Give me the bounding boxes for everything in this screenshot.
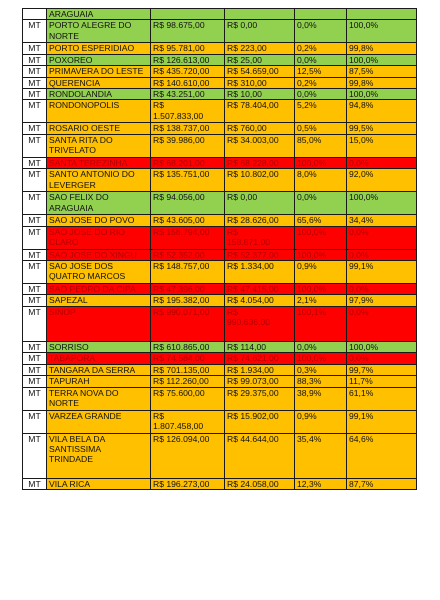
table-row — [23, 364, 417, 375]
municipality-cell: SANTA RITA DO TRIVELATO — [47, 134, 151, 157]
municipality-cell: VILA BELA DA SANTISSIMA TRINDADE — [47, 433, 151, 478]
municipality-cell: SANTO ANTONIO DO LEVERGER — [47, 169, 151, 192]
table-row — [23, 192, 417, 215]
percent-balance-cell: 100,0% — [347, 20, 417, 43]
percent-balance-cell: 0,0% — [347, 353, 417, 364]
amount-cell: R$ 68.201,00 — [151, 157, 225, 168]
state-cell: MT — [23, 169, 47, 192]
state-cell: MT — [23, 284, 47, 295]
municipality-cell: ARAGUAIA — [47, 9, 151, 20]
spent-cell: R$ 1.334,00 — [225, 261, 295, 284]
table-row — [23, 54, 417, 65]
table-row — [23, 66, 417, 77]
municipality-cell: SAO JOSE DOS QUATRO MARCOS — [47, 261, 151, 284]
amount-cell: R$ 148.757,00 — [151, 261, 225, 284]
spent-cell: R$ 78.404,00 — [225, 100, 295, 123]
amount-cell: R$ 43.605,00 — [151, 215, 225, 226]
municipality-cell: VARZEA GRANDE — [47, 410, 151, 433]
state-cell: MT — [23, 376, 47, 387]
percent-spent-cell: 0,0% — [295, 89, 347, 100]
table-row — [23, 89, 417, 100]
amount-cell: R$ 112.260,00 — [151, 376, 225, 387]
percent-spent-cell: 5,2% — [295, 100, 347, 123]
spent-cell: R$ 28.626,00 — [225, 215, 295, 226]
table-row — [23, 249, 417, 260]
table-row — [23, 306, 417, 341]
percent-balance-cell: 64,6% — [347, 433, 417, 478]
percent-balance-cell: 87,5% — [347, 66, 417, 77]
percent-balance-cell: 94,8% — [347, 100, 417, 123]
spent-cell: R$ 24.058,00 — [225, 478, 295, 489]
percent-balance-cell: 0,0% — [347, 226, 417, 249]
amount-cell: R$ 195.382,00 — [151, 295, 225, 306]
state-cell: MT — [23, 20, 47, 43]
table-row — [23, 77, 417, 88]
percent-spent-cell: 0,0% — [295, 192, 347, 215]
municipality-cell: SAPEZAL — [47, 295, 151, 306]
municipality-table — [22, 8, 417, 490]
state-cell: MT — [23, 66, 47, 77]
table-row — [23, 284, 417, 295]
table-row — [23, 295, 417, 306]
amount-cell — [151, 9, 225, 20]
state-cell: MT — [23, 77, 47, 88]
spent-cell: R$ 25,00 — [225, 54, 295, 65]
percent-balance-cell: 15,0% — [347, 134, 417, 157]
state-cell: MT — [23, 433, 47, 478]
percent-balance-cell: 87,7% — [347, 478, 417, 489]
percent-balance-cell: 100,0% — [347, 54, 417, 65]
state-cell — [23, 9, 47, 20]
spent-cell: R$ 990.636,00 — [225, 306, 295, 341]
percent-spent-cell: 0,2% — [295, 43, 347, 54]
amount-cell: R$ 435.720,00 — [151, 66, 225, 77]
municipality-cell: SAO FELIX DO ARAGUAIA — [47, 192, 151, 215]
spent-cell: R$ 54.659,00 — [225, 66, 295, 77]
table-body — [23, 9, 417, 490]
amount-cell: R$ 135.751,00 — [151, 169, 225, 192]
amount-cell: R$ 52.352,00 — [151, 249, 225, 260]
municipality-cell: SAO PEDRO DA CIPA — [47, 284, 151, 295]
amount-cell: R$ 43.251,00 — [151, 89, 225, 100]
spent-cell: R$ 47.415,00 — [225, 284, 295, 295]
percent-spent-cell: 0,9% — [295, 410, 347, 433]
percent-balance-cell: 100,0% — [347, 192, 417, 215]
percent-spent-cell: 65,6% — [295, 215, 347, 226]
amount-cell: R$ 94.056,00 — [151, 192, 225, 215]
percent-spent-cell: 100,0% — [295, 226, 347, 249]
table-row — [23, 123, 417, 134]
amount-cell: R$ 990.071,00 — [151, 306, 225, 341]
table-row — [23, 433, 417, 478]
percent-spent-cell: 100,0% — [295, 157, 347, 168]
percent-balance-cell: 99,1% — [347, 261, 417, 284]
spent-cell: R$ 34.003,00 — [225, 134, 295, 157]
percent-balance-cell: 99,1% — [347, 410, 417, 433]
municipality-cell: QUERENCIA — [47, 77, 151, 88]
percent-spent-cell: 0,0% — [295, 20, 347, 43]
amount-cell: R$ 95.781,00 — [151, 43, 225, 54]
spent-cell: R$ 52.377,00 — [225, 249, 295, 260]
spent-cell: R$ 760,00 — [225, 123, 295, 134]
amount-cell: R$ 126.094,00 — [151, 433, 225, 478]
table-row — [23, 478, 417, 489]
table-row — [23, 20, 417, 43]
percent-balance-cell — [347, 9, 417, 20]
amount-cell: R$ 126.613,00 — [151, 54, 225, 65]
amount-cell: R$ 39.986,00 — [151, 134, 225, 157]
table-row — [23, 169, 417, 192]
percent-balance-cell: 61,1% — [347, 387, 417, 410]
spent-cell: R$ 223,00 — [225, 43, 295, 54]
percent-balance-cell: 0,0% — [347, 157, 417, 168]
amount-cell: R$ 701.135,00 — [151, 364, 225, 375]
percent-balance-cell: 0,0% — [347, 306, 417, 341]
table-row — [23, 9, 417, 20]
state-cell: MT — [23, 157, 47, 168]
percent-balance-cell: 92,0% — [347, 169, 417, 192]
percent-balance-cell: 0,0% — [347, 249, 417, 260]
percent-balance-cell: 97,9% — [347, 295, 417, 306]
percent-balance-cell: 99,7% — [347, 364, 417, 375]
percent-spent-cell: 12,5% — [295, 66, 347, 77]
municipality-cell: SAO JOSE DO POVO — [47, 215, 151, 226]
state-cell: MT — [23, 261, 47, 284]
percent-spent-cell: 85,0% — [295, 134, 347, 157]
percent-spent-cell: 100,0% — [295, 353, 347, 364]
percent-spent-cell: 100,1% — [295, 306, 347, 341]
table-row — [23, 226, 417, 249]
percent-spent-cell: 88,3% — [295, 376, 347, 387]
municipality-cell: SANTA TEREZINHA — [47, 157, 151, 168]
percent-balance-cell: 99,8% — [347, 43, 417, 54]
percent-spent-cell: 35,4% — [295, 433, 347, 478]
spent-cell: R$ 114,00 — [225, 341, 295, 352]
spent-cell: R$ 4.054,00 — [225, 295, 295, 306]
table-row — [23, 134, 417, 157]
spent-cell: R$ 29.375,00 — [225, 387, 295, 410]
percent-balance-cell: 100,0% — [347, 89, 417, 100]
municipality-cell: PORTO ESPERIDIAO — [47, 43, 151, 54]
state-cell: MT — [23, 43, 47, 54]
table-row — [23, 376, 417, 387]
amount-cell: R$ 74.584,00 — [151, 353, 225, 364]
percent-spent-cell: 0,5% — [295, 123, 347, 134]
percent-spent-cell: 0,9% — [295, 261, 347, 284]
amount-cell: R$ 138.737,00 — [151, 123, 225, 134]
percent-spent-cell: 2,1% — [295, 295, 347, 306]
municipality-cell: SAO JOSE DO XINGU — [47, 249, 151, 260]
table-row — [23, 387, 417, 410]
municipality-cell: TAPURAH — [47, 376, 151, 387]
amount-cell: R$ 610.865,00 — [151, 341, 225, 352]
municipality-cell: ROSARIO OESTE — [47, 123, 151, 134]
municipality-cell: SORRISO — [47, 341, 151, 352]
amount-cell: R$ 158.794,00 — [151, 226, 225, 249]
amount-cell: R$ 1.807.458,00 — [151, 410, 225, 433]
spent-cell: R$ 68.228,00 — [225, 157, 295, 168]
state-cell: MT — [23, 364, 47, 375]
spent-cell: R$ 1.934,00 — [225, 364, 295, 375]
percent-spent-cell: 0,3% — [295, 364, 347, 375]
state-cell: MT — [23, 387, 47, 410]
percent-spent-cell: 100,0% — [295, 249, 347, 260]
spent-cell: R$ 10,00 — [225, 89, 295, 100]
spent-cell — [225, 9, 295, 20]
table-row — [23, 215, 417, 226]
percent-spent-cell — [295, 9, 347, 20]
state-cell: MT — [23, 123, 47, 134]
state-cell: MT — [23, 306, 47, 341]
municipality-cell: SAO JOSE DO RIO CLARO — [47, 226, 151, 249]
state-cell: MT — [23, 89, 47, 100]
amount-cell: R$ 140.610,00 — [151, 77, 225, 88]
percent-spent-cell: 38,9% — [295, 387, 347, 410]
municipality-cell: RONDOLANDIA — [47, 89, 151, 100]
percent-balance-cell: 99,5% — [347, 123, 417, 134]
amount-cell: R$ 1.507.833,00 — [151, 100, 225, 123]
state-cell: MT — [23, 478, 47, 489]
spent-cell: R$ 74.621,00 — [225, 353, 295, 364]
state-cell: MT — [23, 249, 47, 260]
amount-cell: R$ 75.600,00 — [151, 387, 225, 410]
percent-balance-cell: 34,4% — [347, 215, 417, 226]
percent-spent-cell: 100,0% — [295, 284, 347, 295]
state-cell: MT — [23, 54, 47, 65]
spent-cell: R$ 15.902,00 — [225, 410, 295, 433]
state-cell: MT — [23, 192, 47, 215]
percent-balance-cell: 11,7% — [347, 376, 417, 387]
amount-cell: R$ 196.273,00 — [151, 478, 225, 489]
state-cell: MT — [23, 100, 47, 123]
state-cell: MT — [23, 410, 47, 433]
percent-spent-cell: 0,0% — [295, 341, 347, 352]
amount-cell: R$ 98.675,00 — [151, 20, 225, 43]
spent-cell: R$ 0,00 — [225, 20, 295, 43]
municipality-cell: TERRA NOVA DO NORTE — [47, 387, 151, 410]
municipality-cell: RONDONOPOLIS — [47, 100, 151, 123]
state-cell: MT — [23, 215, 47, 226]
spent-cell: R$ 10.802,00 — [225, 169, 295, 192]
state-cell: MT — [23, 226, 47, 249]
municipality-cell: TABAPORA — [47, 353, 151, 364]
table-row — [23, 100, 417, 123]
spent-cell: R$ 0,00 — [225, 192, 295, 215]
table-row — [23, 341, 417, 352]
municipality-cell: POXOREO — [47, 54, 151, 65]
spent-cell: R$ 310,00 — [225, 77, 295, 88]
municipality-cell: VILA RICA — [47, 478, 151, 489]
table-row — [23, 353, 417, 364]
state-cell: MT — [23, 341, 47, 352]
amount-cell: R$ 47.396,00 — [151, 284, 225, 295]
municipality-cell: PORTO ALEGRE DO NORTE — [47, 20, 151, 43]
state-cell: MT — [23, 295, 47, 306]
spent-cell: R$ 158.871,00 — [225, 226, 295, 249]
table-row — [23, 157, 417, 168]
percent-spent-cell: 8,0% — [295, 169, 347, 192]
percent-balance-cell: 100,0% — [347, 341, 417, 352]
percent-spent-cell: 12,3% — [295, 478, 347, 489]
spent-cell: R$ 99.073,00 — [225, 376, 295, 387]
state-cell: MT — [23, 353, 47, 364]
table-row — [23, 261, 417, 284]
municipality-cell: TANGARA DA SERRA — [47, 364, 151, 375]
municipality-cell: SINOP — [47, 306, 151, 341]
percent-balance-cell: 0,0% — [347, 284, 417, 295]
table-row — [23, 410, 417, 433]
spent-cell: R$ 44.644,00 — [225, 433, 295, 478]
percent-spent-cell: 0,2% — [295, 77, 347, 88]
percent-spent-cell: 0,0% — [295, 54, 347, 65]
state-cell: MT — [23, 134, 47, 157]
percent-balance-cell: 99,8% — [347, 77, 417, 88]
municipality-cell: PRIMAVERA DO LESTE — [47, 66, 151, 77]
table-row — [23, 43, 417, 54]
